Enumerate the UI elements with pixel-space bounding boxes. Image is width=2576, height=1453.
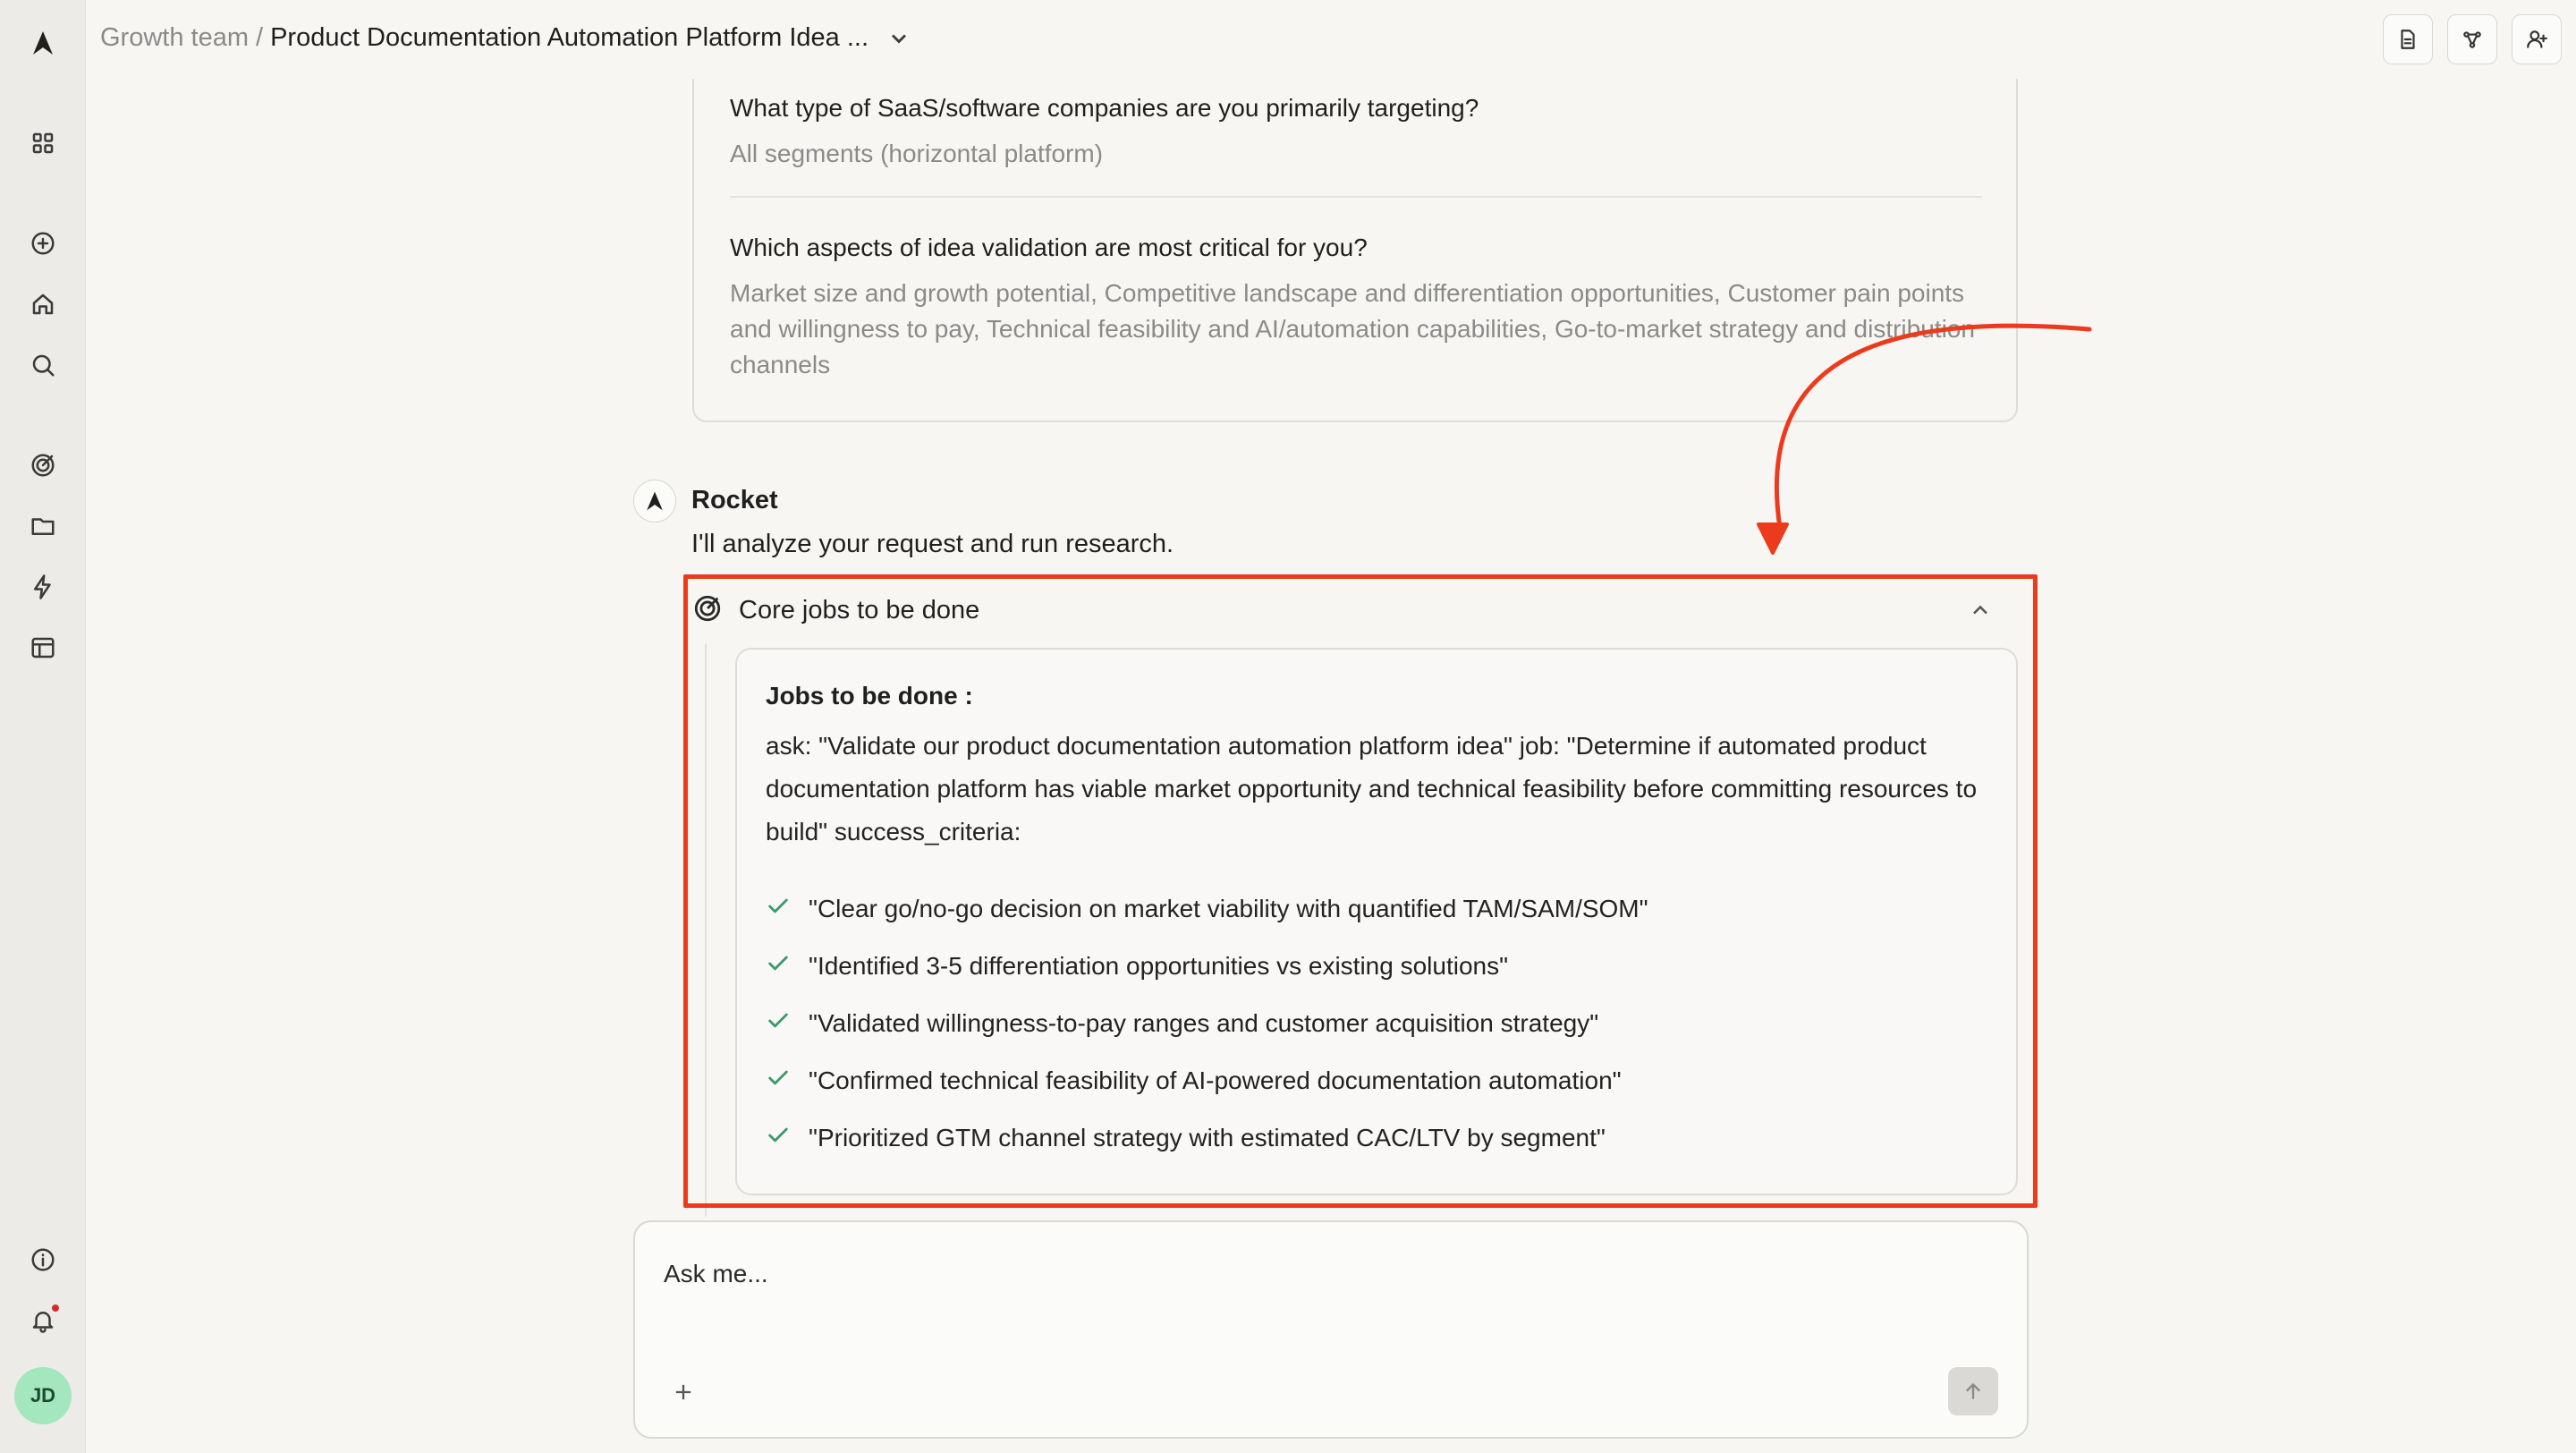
document-button[interactable] — [2383, 14, 2433, 64]
criterion-text: "Clear go/no-go decision on market viability with quantified TAM/SAM/SOM" — [809, 895, 1648, 922]
bell-icon[interactable] — [25, 1303, 61, 1338]
qa-item — [730, 231, 1982, 383]
section-title: Core jobs to be done — [739, 595, 980, 625]
rocket-avatar — [633, 480, 676, 523]
divider — [730, 196, 1982, 198]
chevron-down-icon[interactable] — [886, 26, 911, 51]
assistant-message: I'll analyze your request and run research. — [691, 530, 1174, 558]
info-icon[interactable] — [25, 1242, 61, 1278]
breadcrumb — [100, 23, 911, 53]
sidebar — [0, 0, 86, 1453]
target-icon[interactable] — [25, 447, 61, 483]
jobs-body: ask: "Validate our product documentation automation platform idea" job: "Determine if automated product documentation platform has viable market opportunity and technical feasibility before committing resources to build" success_criteria: — [766, 732, 1978, 845]
qa-item — [730, 91, 1982, 172]
breadcrumb-parent[interactable]: Growth team — [100, 23, 249, 52]
send-button[interactable] — [1948, 1367, 1998, 1415]
criterion-text: "Prioritized GTM channel strategy with estimated CAC/LTV by segment" — [809, 1124, 1606, 1151]
criterion-text: "Confirmed technical feasibility of AI-powered documentation automation" — [809, 1066, 1622, 1094]
user-avatar[interactable]: JD — [14, 1367, 72, 1424]
search-icon[interactable] — [25, 347, 61, 383]
assistant-name: Rocket — [691, 486, 778, 514]
lightning-icon[interactable] — [25, 569, 61, 605]
add-user-icon — [2525, 28, 2548, 51]
rocket-logo-icon[interactable] — [25, 25, 61, 61]
chat-composer — [633, 1220, 2029, 1439]
document-icon — [2396, 28, 2419, 51]
answer-text: Market size and growth potential, Competitive landscape and differentiation opportunities, Customer pain points and willingness to pay, Technical feasibility and AI/automation capabilities, Go-to-market strategy and distribution channels — [730, 279, 1975, 378]
folder-icon[interactable] — [25, 508, 61, 544]
answers-card — [692, 79, 2018, 422]
criterion-text: "Validated willingness-to-pay ranges and customer acquisition strategy" — [809, 1009, 1599, 1037]
add-user-button[interactable] — [2512, 14, 2562, 64]
grid-icon[interactable] — [25, 125, 61, 161]
share-network-icon — [2461, 28, 2484, 51]
answer-text: All segments (horizontal platform) — [730, 140, 1104, 167]
criterion-text: "Identified 3-5 differentiation opportunities vs existing solutions" — [809, 952, 1509, 980]
arrow-up-icon — [1962, 1380, 1985, 1403]
notification-dot — [52, 1304, 59, 1312]
page-title[interactable]: Product Documentation Automation Platform Idea ... — [270, 23, 869, 52]
question-text: Which aspects of idea validation are most critical for you? — [730, 234, 1368, 261]
layout-icon[interactable] — [25, 630, 61, 666]
question-text: What type of SaaS/software companies are you primarily targeting? — [730, 94, 1479, 122]
jobs-heading: Jobs to be done : — [766, 682, 973, 710]
breadcrumb-separator: / — [256, 23, 264, 52]
plus-circle-icon[interactable] — [25, 225, 61, 261]
home-icon[interactable] — [25, 286, 61, 322]
annotation-highlight-box — [683, 574, 2038, 1208]
ask-input[interactable] — [664, 1254, 1916, 1294]
top-bar — [86, 0, 2576, 79]
plus-icon[interactable] — [667, 1376, 699, 1408]
share-network-button[interactable] — [2447, 14, 2497, 64]
